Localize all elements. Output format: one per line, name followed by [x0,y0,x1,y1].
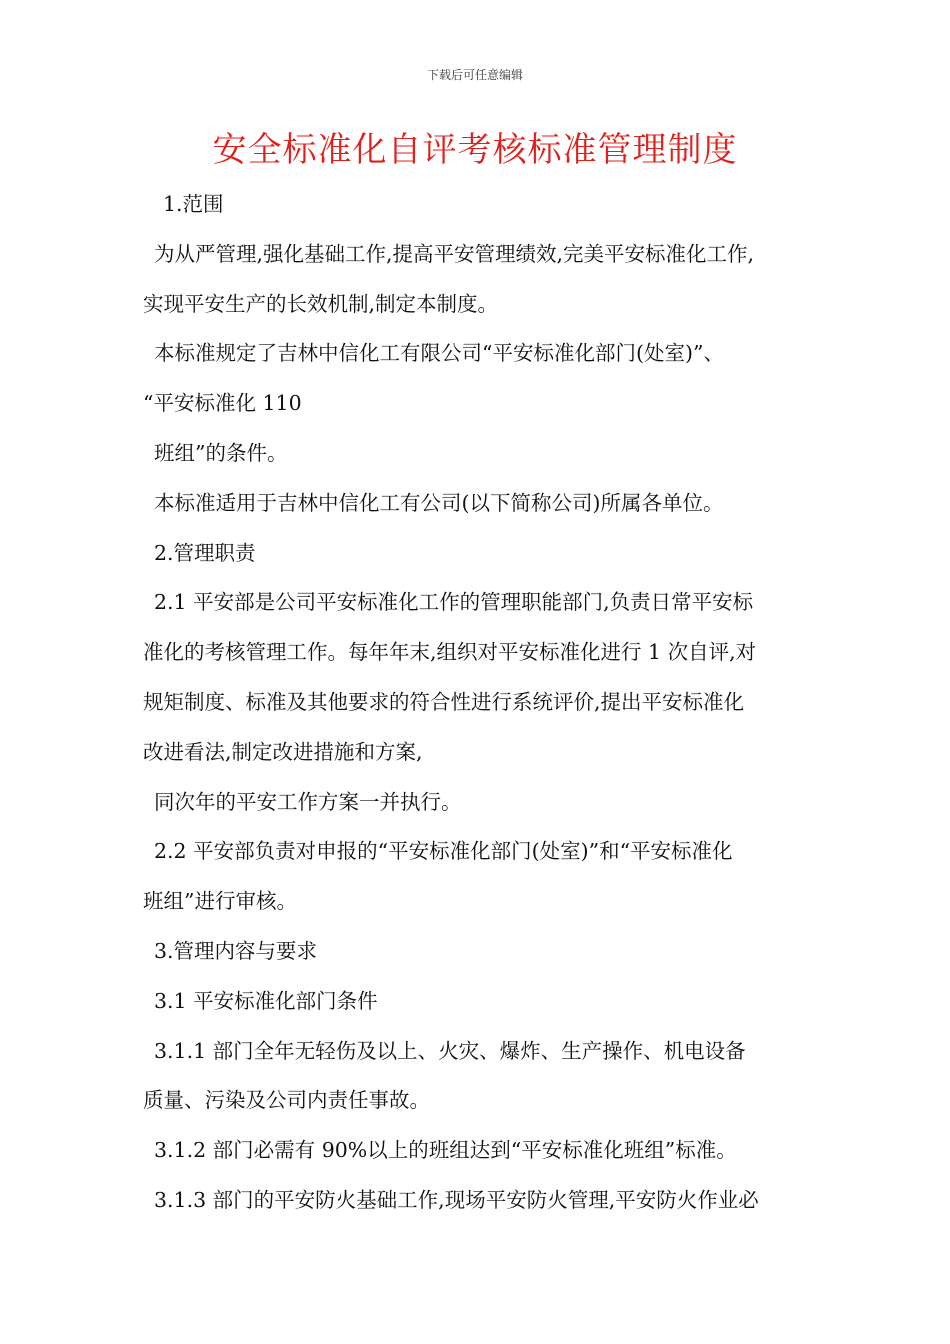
subsection-heading: 3.1 平安标准化部门条件 [154,988,378,1013]
paragraph-line: 为从严管理,强化基础工作,提高平安管理绩效,完美平安标准化工作, [154,241,755,266]
document-body [143,180,813,1226]
paragraph-line: 改进看法,制定改进措施和方案, [143,739,423,764]
paragraph-line: 3.1.1 部门全年无轻伤及以上、火灾、爆炸、生产操作、机电设备 [154,1038,746,1063]
document-title: 安全标准化自评考核标准管理制度 [212,130,738,170]
paragraph-line: 3.1.2 部门必需有 90%以上的班组达到“平安标准化班组”标准。 [154,1138,737,1163]
paragraph-line: 同次年的平安工作方案一并执行。 [154,789,462,814]
paragraph-line: 本标准规定了吉林中信化工有限公司“平安标准化部门(处室)”、 [154,341,724,366]
paragraph-line: 本标准适用于吉林中信化工有公司(以下简称公司)所属各单位。 [154,490,724,515]
paragraph-line: 规矩制度、标准及其他要求的符合性进行系统评价,提出平安标准化 [143,689,745,714]
paragraph-line: 2.2 平安部负责对申报的“平安标准化部门(处室)”和“平安标准化 [154,839,733,864]
paragraph-line: 班组”的条件。 [154,440,288,465]
section-heading-responsibility: 2.管理职责 [154,540,256,565]
header-note: 下载后可任意编辑 [426,68,523,82]
paragraph-line: 准化的考核管理工作。每年年末,组织对平安标准化进行 1 次自评,对 [143,640,757,665]
section-heading-content: 3.管理内容与要求 [154,938,318,963]
paragraph-line: 质量、污染及公司内责任事故。 [143,1088,430,1113]
paragraph-line: 2.1 平安部是公司平安标准化工作的管理职能部门,负责日常平安标 [154,590,754,615]
paragraph-line: 实现平安生产的长效机制,制定本制度。 [143,291,499,316]
section-heading-scope: 1.范围 [163,192,224,216]
paragraph-line: “平安标准化 110 [143,391,302,416]
paragraph-line: 班组”进行审核。 [143,889,297,914]
paragraph-line: 3.1.3 部门的平安防火基础工作,现场平安防火管理,平安防火作业必 [154,1187,759,1212]
